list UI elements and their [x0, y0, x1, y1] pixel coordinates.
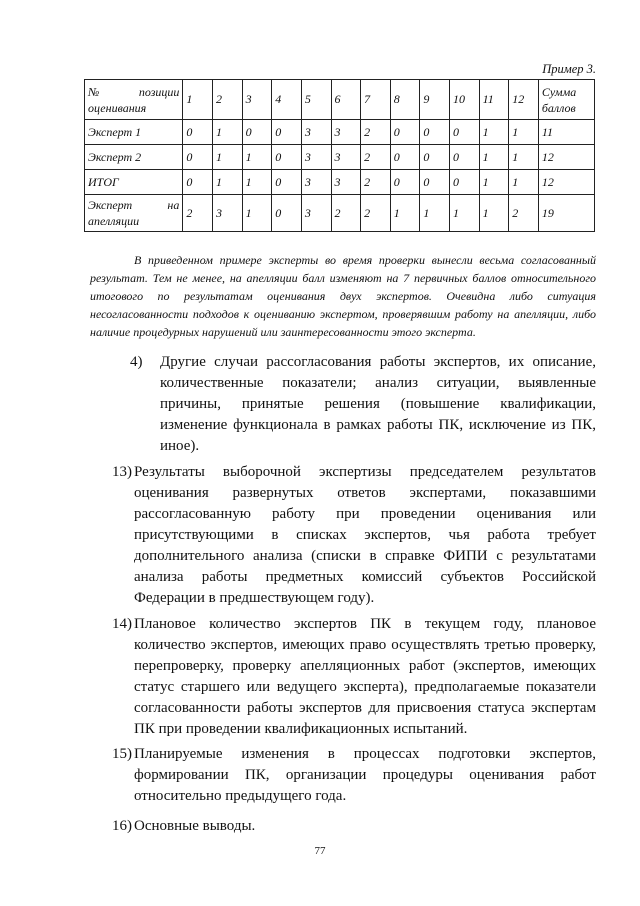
sum-cell: 12 [538, 145, 594, 170]
list-item-text: Планируемые изменения в процессах подготовки экспертов, формировании ПК, организации процедуры оценивания работ относительно предыдущего года. [134, 746, 596, 804]
list-item-text: Плановое количество экспертов ПК в текущем году, плановое количество экспертов, имеющих право осуществлять третью проверку, перепроверку, проверку апелляционных работ (экспертов, имеющих статус старшего или ведущего эксперта), предполагаемые показатели согласованности работы экспертов для присвоения статуса экспертам ПК при проведении квалификационных испытаний. [134, 616, 596, 737]
score-cell: 1 [509, 145, 539, 170]
list-item-text: Основные выводы. [134, 818, 256, 834]
list-item [112, 614, 596, 740]
score-cell: 0 [272, 145, 302, 170]
list-item-number: 14) [112, 616, 132, 632]
score-cell: 0 [183, 145, 213, 170]
list-item-number: 4) [130, 354, 143, 370]
score-cell: 3 [301, 145, 331, 170]
header-number: 10 [450, 80, 480, 120]
score-cell: 3 [301, 195, 331, 232]
score-cell: 0 [390, 170, 420, 195]
header-number: 12 [509, 80, 539, 120]
score-cell: 1 [242, 195, 272, 232]
header-number: 6 [331, 80, 361, 120]
header-number: 2 [213, 80, 243, 120]
header-number: 8 [390, 80, 420, 120]
score-cell: 3 [331, 170, 361, 195]
score-cell: 0 [420, 170, 450, 195]
score-cell: 3 [213, 195, 243, 232]
score-cell: 1 [242, 170, 272, 195]
score-cell: 1 [213, 170, 243, 195]
score-cell: 1 [450, 195, 480, 232]
score-cell: 0 [183, 170, 213, 195]
header-label: № позиции оценивания [85, 80, 183, 120]
score-cell: 0 [420, 120, 450, 145]
score-cell: 2 [361, 120, 391, 145]
list-item [112, 462, 596, 609]
score-cell: 3 [301, 170, 331, 195]
table-row [85, 120, 595, 145]
score-cell: 1 [213, 145, 243, 170]
table-row [85, 170, 595, 195]
list-item [130, 352, 596, 457]
score-cell: 1 [390, 195, 420, 232]
row-label: ИТОГ [85, 170, 183, 195]
table-header-row [85, 80, 595, 120]
score-cell: 2 [361, 145, 391, 170]
score-cell: 1 [420, 195, 450, 232]
example-note: В приведенном примере эксперты во время проверки вынесли весьма согласованный результат. Тем не менее, на апелляции балл изменяют на 7 первичных баллов относительного итогового по результатам оценивания двух экспертов. Очевидна либо ситуация несогласованности подходов к оцениванию экспертом, проверявшим работу на апелляции, либо наличие процедурных нарушений или заинтересованности этого эксперта. [90, 253, 596, 339]
score-cell: 0 [450, 120, 480, 145]
sum-cell: 12 [538, 170, 594, 195]
header-number: 7 [361, 80, 391, 120]
header-number: 4 [272, 80, 302, 120]
table-row [85, 195, 595, 232]
list-item-number: 15) [112, 746, 132, 762]
score-cell: 2 [361, 195, 391, 232]
example-label: Пример 3. [542, 62, 596, 76]
header-number: 3 [242, 80, 272, 120]
score-cell: 1 [479, 195, 509, 232]
score-cell: 2 [183, 195, 213, 232]
score-cell: 2 [509, 195, 539, 232]
header-number: 11 [479, 80, 509, 120]
score-cell: 3 [331, 145, 361, 170]
list-item-number: 16) [112, 818, 132, 834]
score-cell: 1 [479, 120, 509, 145]
score-cell: 0 [183, 120, 213, 145]
score-cell: 2 [331, 195, 361, 232]
score-cell: 0 [450, 170, 480, 195]
score-cell: 1 [509, 120, 539, 145]
score-cell: 0 [420, 145, 450, 170]
header-number: 9 [420, 80, 450, 120]
row-label: Эксперт 2 [85, 145, 183, 170]
header-sum: Сумма баллов [538, 80, 594, 120]
list-item-text: Результаты выборочной экспертизы председателем результатов оценивания развернутых ответов экспертами, показавшими рассогласованную работу при проведении оценивания или присутствующими в списках экспертов, чья работа требует дополнительного анализа (списки в справке ФИПИ с результатами анализа работы предметных комиссий субъектов Российской Федерации в предшествующем году). [134, 464, 596, 606]
score-cell: 3 [301, 120, 331, 145]
score-cell: 0 [272, 195, 302, 232]
header-number: 5 [301, 80, 331, 120]
table-row [85, 145, 595, 170]
score-cell: 0 [390, 120, 420, 145]
list-item-text: Другие случаи рассогласования работы экспертов, их описание, количественные показатели; анализ ситуации, выявленные причины, принятые решения (повышение квалификации, изменение функционала в рамках работы ПК, исключение из ПК, иное). [160, 354, 596, 454]
score-cell: 1 [479, 170, 509, 195]
page-number: 77 [314, 845, 326, 857]
row-label: Эксперт на апелляции [85, 195, 183, 232]
score-cell: 3 [331, 120, 361, 145]
score-cell: 1 [479, 145, 509, 170]
score-cell: 2 [361, 170, 391, 195]
sum-cell: 19 [538, 195, 594, 232]
header-number: 1 [183, 80, 213, 120]
score-cell: 1 [509, 170, 539, 195]
score-cell: 0 [242, 120, 272, 145]
score-cell: 0 [450, 145, 480, 170]
scores-table [84, 79, 595, 232]
score-cell: 0 [390, 145, 420, 170]
score-cell: 0 [272, 170, 302, 195]
score-cell: 0 [272, 120, 302, 145]
score-cell: 1 [242, 145, 272, 170]
row-label: Эксперт 1 [85, 120, 183, 145]
list-item [112, 816, 596, 837]
list-item [112, 744, 596, 807]
sum-cell: 11 [538, 120, 594, 145]
list-item-number: 13) [112, 464, 132, 480]
score-cell: 1 [213, 120, 243, 145]
